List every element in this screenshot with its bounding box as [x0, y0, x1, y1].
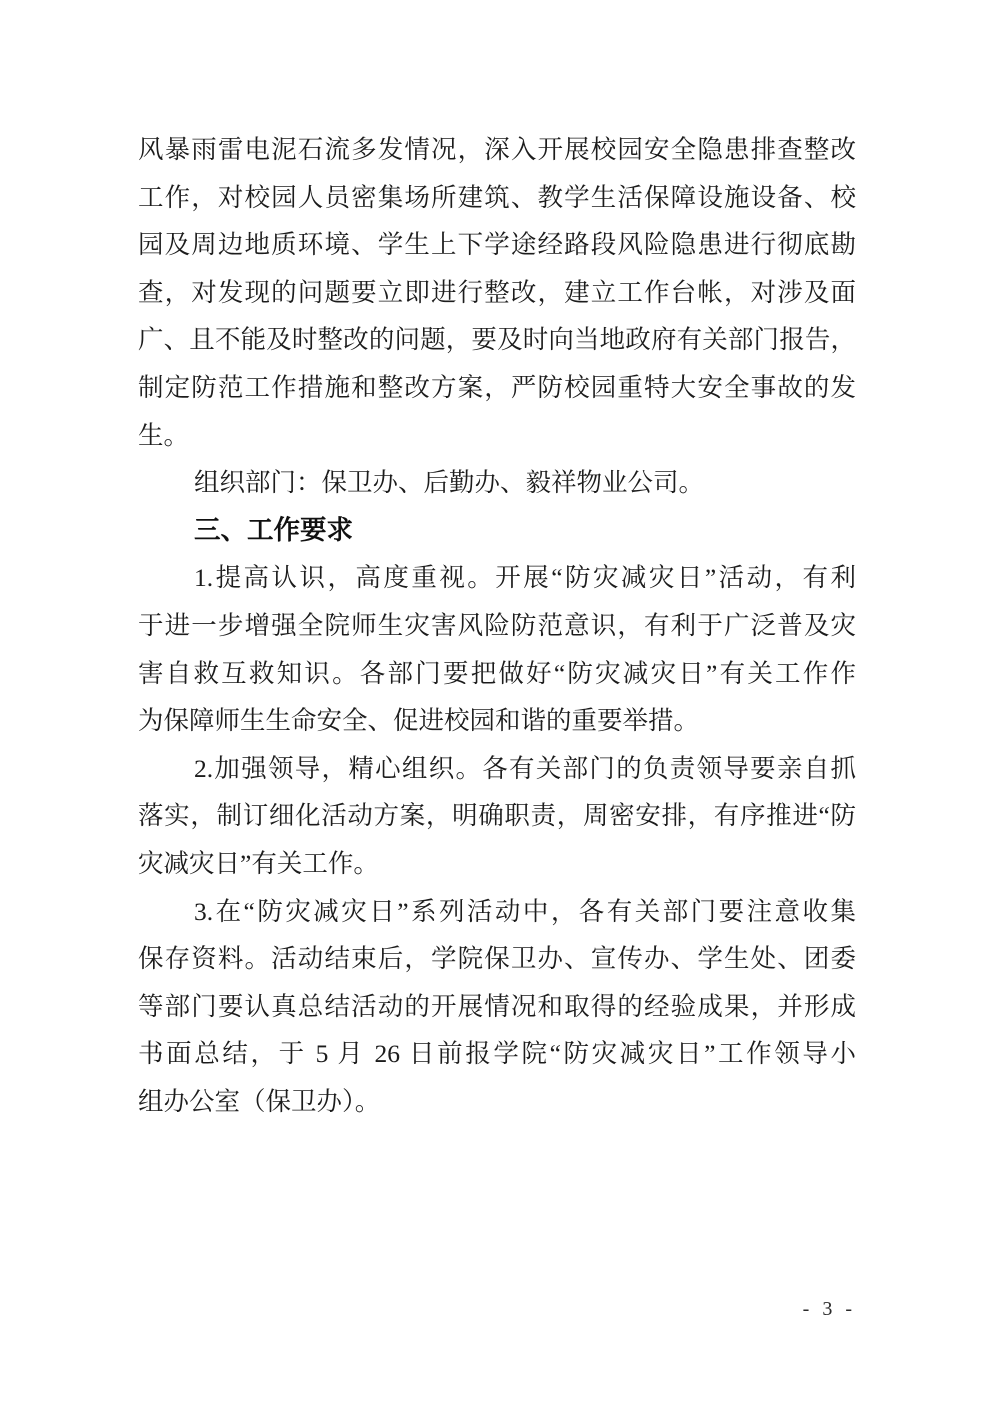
text-line: 书面总结，于 5 月 26 日前报学院“防灾减灾日”工作领导小	[138, 1039, 856, 1069]
text-line: 灾减灾日”有关工作。	[138, 848, 379, 878]
text-line: 于进一步增强全院师生灾害风险防范意识，有利于广泛普及灾	[138, 610, 856, 640]
section-heading: 三、工作要求	[194, 514, 353, 545]
text-line: 3.在“防灾减灾日”系列活动中，各有关部门要注意收集	[194, 896, 856, 926]
text-line: 查，对发现的问题要立即进行整改，建立工作台帐，对涉及面	[138, 277, 856, 307]
text-line: 园及周边地质环境、学生上下学途经路段风险隐患进行彻底勘	[138, 230, 856, 260]
page-number: - 3 -	[802, 1298, 856, 1320]
text-line: 保存资料。活动结束后，学院保卫办、宣传办、学生处、团委	[138, 944, 856, 974]
text-line: 为保障师生生命安全、促进校园和谐的重要举措。	[138, 706, 700, 736]
text-line: 落实，制订细化活动方案，明确职责，周密安排，有序推进“防	[138, 801, 856, 831]
text-line: 生。	[138, 420, 190, 450]
text-line: 组办公室（保卫办）。	[138, 1086, 381, 1116]
organization-line: 组织部门：保卫办、后勤办、毅祥物业公司。	[194, 468, 705, 498]
text-line: 害自救互救知识。各部门要把做好“防灾减灾日”有关工作作	[138, 658, 856, 688]
text-line: 工作，对校园人员密集场所建筑、教学生活保障设施设备、校	[138, 182, 856, 212]
text-line: 制定防范工作措施和整改方案，严防校园重特大安全事故的发	[138, 372, 856, 402]
text-line: 1.提高认识，高度重视。开展“防灾减灾日”活动，有利	[194, 563, 856, 593]
text-line: 广、且不能及时整改的问题，要及时向当地政府有关部门报告，	[138, 325, 856, 355]
text-line: 等部门要认真总结活动的开展情况和取得的经验成果，并形成	[138, 991, 856, 1021]
text-line: 2.加强领导，精心组织。各有关部门的负责领导要亲自抓	[194, 753, 856, 783]
text-line: 风暴雨雷电泥石流多发情况，深入开展校园安全隐患排查整改	[138, 135, 856, 164]
document-body	[138, 126, 856, 1125]
